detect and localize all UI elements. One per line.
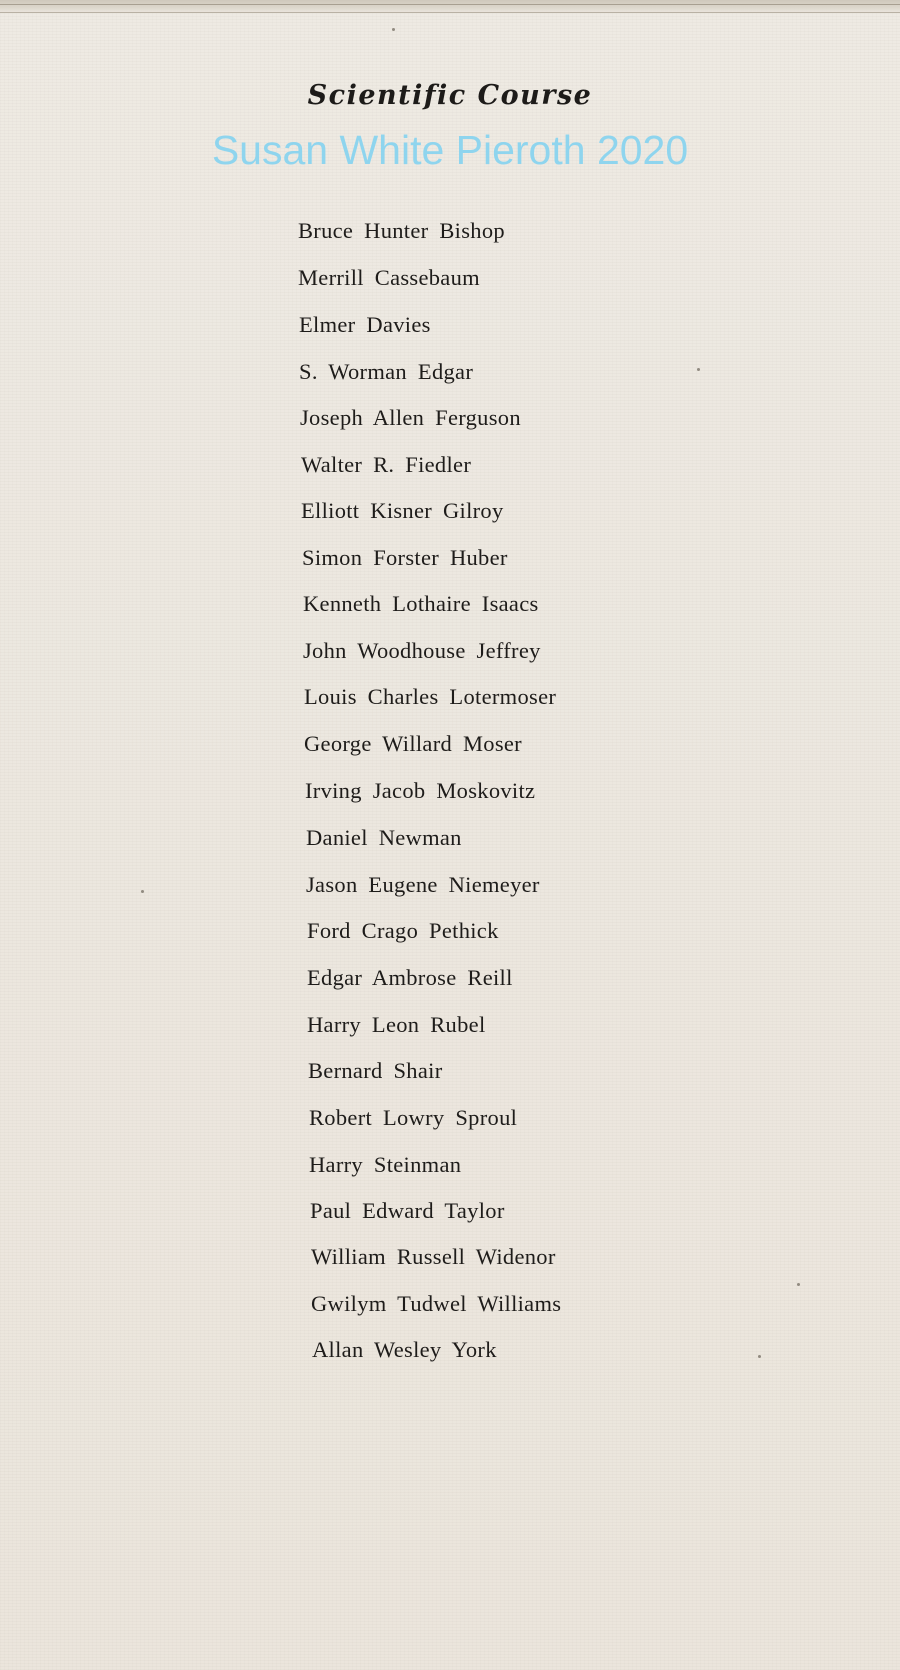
paper-speck (141, 890, 144, 893)
list-item: Kenneth Lothaire Isaacs (303, 591, 539, 616)
page-heading: Scientific Course (307, 80, 593, 111)
list-item: Louis Charles Lotermoser (304, 684, 557, 709)
paper-speck (697, 368, 700, 371)
list-item: Merrill Cassebaum (298, 265, 480, 290)
watermark: Susan White Pieroth 2020 (211, 127, 689, 173)
paper-speck (758, 1355, 761, 1358)
list-item: Bruce Hunter Bishop (298, 218, 505, 243)
list-item: George Willard Moser (304, 731, 522, 756)
list-item: Irving Jacob Moskovitz (305, 778, 536, 803)
list-item: Robert Lowry Sproul (309, 1105, 518, 1130)
paper-speck (797, 1283, 800, 1286)
list-item: S. Worman Edgar (299, 359, 474, 384)
list-item: Elliott Kisner Gilroy (301, 498, 504, 523)
list-item: Ford Crago Pethick (307, 918, 499, 943)
list-item: Allan Wesley York (312, 1337, 497, 1362)
list-item: John Woodhouse Jeffrey (303, 638, 541, 663)
list-item: Joseph Allen Ferguson (300, 405, 521, 430)
list-item: Bernard Shair (308, 1058, 443, 1083)
list-item: Jason Eugene Niemeyer (306, 872, 540, 897)
list-item: Gwilym Tudwel Williams (311, 1291, 562, 1316)
list-item: Paul Edward Taylor (310, 1198, 505, 1223)
list-item: Walter R. Fiedler (301, 452, 472, 477)
list-item: Daniel Newman (306, 825, 462, 850)
list-item: William Russell Widenor (311, 1244, 556, 1269)
list-item: Elmer Davies (299, 312, 431, 337)
list-item: Harry Leon Rubel (307, 1012, 486, 1037)
list-item: Edgar Ambrose Reill (307, 965, 513, 990)
list-item: Simon Forster Huber (302, 545, 508, 570)
paper-speck (392, 28, 395, 31)
list-item: Harry Steinman (309, 1152, 462, 1177)
